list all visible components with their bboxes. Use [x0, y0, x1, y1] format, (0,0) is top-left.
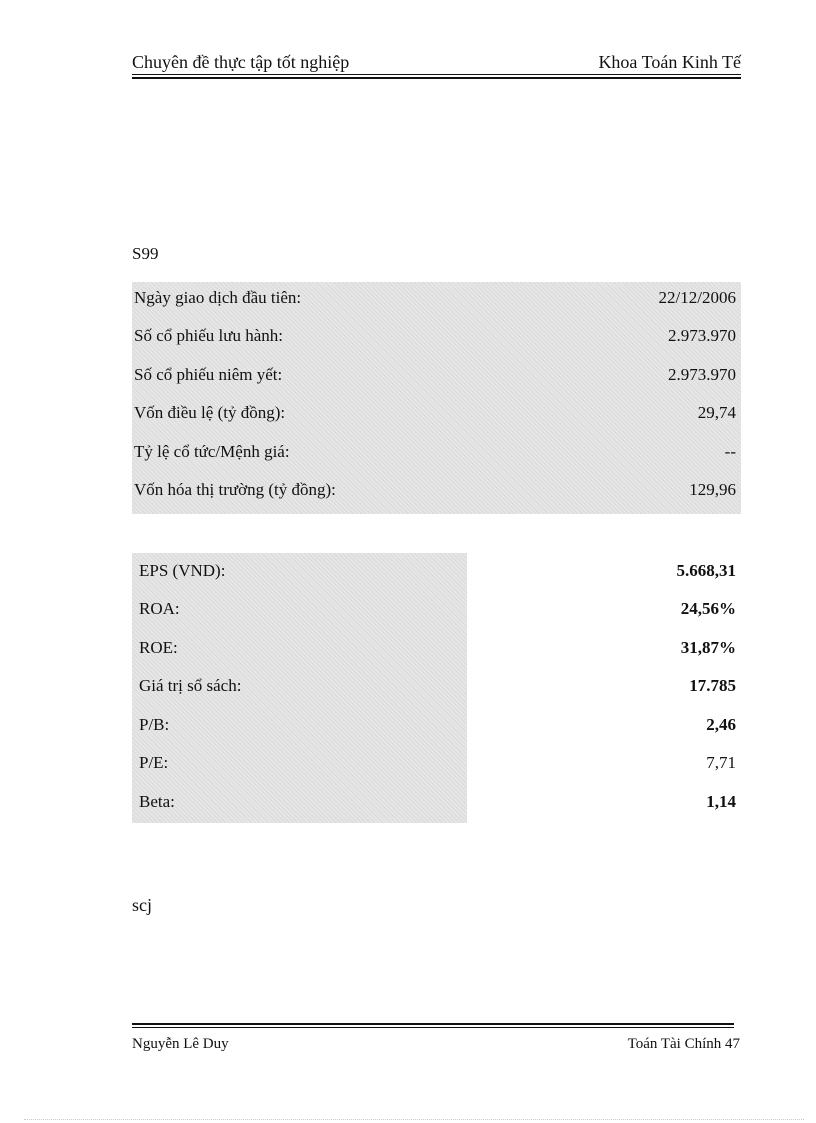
metric-value: 7,71: [706, 753, 736, 772]
info-value: 2.973.970: [668, 326, 736, 345]
info-row: [132, 359, 741, 397]
header-left-title: Chuyên đề thực tập tốt nghiệp: [132, 52, 350, 72]
metric-value: 5.668,31: [676, 561, 736, 580]
metric-value: 17.785: [689, 676, 736, 695]
footer-author: Nguyễn Lê Duy: [132, 1036, 229, 1052]
info-row: [132, 320, 741, 358]
metric-value: 31,87%: [680, 638, 736, 657]
metric-row: [132, 787, 741, 825]
page-footer: [132, 1023, 740, 1063]
info-label: Số cổ phiếu lưu hành:: [134, 326, 283, 345]
metric-label: ROE:: [139, 638, 178, 657]
header-rule: [132, 74, 741, 75]
info-row: [132, 397, 741, 435]
footer-course: Toán Tài Chính 47: [627, 1036, 740, 1052]
page-bottom-border: [24, 1119, 804, 1120]
info-label: Số cổ phiếu niêm yết:: [134, 365, 283, 384]
metric-value: 24,56%: [680, 599, 736, 618]
footer-rule: [132, 1027, 734, 1028]
ticker-symbol: S99: [132, 244, 159, 263]
trailing-text: scj: [132, 895, 152, 915]
header-right-title: Khoa Toán Kinh Tế: [598, 52, 741, 72]
listing-info-table: [132, 282, 741, 514]
page-header: [132, 52, 741, 78]
metric-row: [132, 748, 741, 786]
metric-row: [132, 671, 741, 709]
metric-row: [132, 710, 741, 748]
info-value: 22/12/2006: [658, 288, 736, 307]
info-value: --: [724, 442, 736, 461]
footer-rule-thick: [132, 1023, 734, 1025]
info-row: [132, 282, 741, 320]
info-value: 129,96: [689, 480, 736, 499]
metric-label: EPS (VND):: [139, 561, 226, 580]
metric-label: Beta:: [139, 792, 175, 811]
info-label: Tỷ lệ cổ tức/Mệnh giá:: [134, 442, 290, 461]
info-value: 2.973.970: [668, 365, 736, 384]
metric-row: [132, 556, 741, 594]
info-row: [132, 436, 741, 474]
metric-label: Giá trị sổ sách:: [139, 676, 242, 695]
metric-row: [132, 594, 741, 632]
metric-label: ROA:: [139, 599, 180, 618]
metric-label: P/B:: [139, 715, 170, 734]
metric-row: [132, 633, 741, 671]
info-label: Vốn điều lệ (tỷ đồng):: [134, 403, 286, 422]
metric-value: 2,46: [706, 715, 736, 734]
info-value: 29,74: [697, 403, 736, 422]
info-label: Ngày giao dịch đầu tiên:: [134, 288, 302, 307]
header-rule-thick: [132, 77, 741, 79]
metric-label: P/E:: [139, 753, 169, 772]
info-label: Vốn hóa thị trường (tỷ đồng):: [134, 480, 336, 499]
info-row: [132, 474, 741, 512]
metric-value: 1,14: [706, 792, 736, 811]
